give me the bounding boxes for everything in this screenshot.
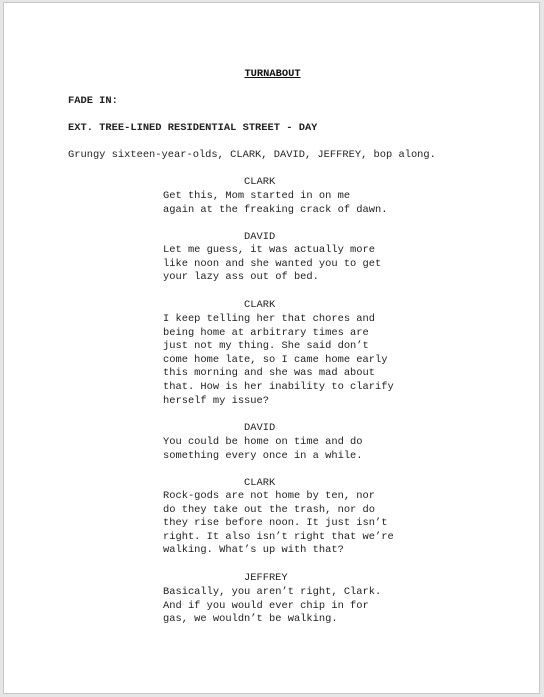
- dialogue-line: And if you would ever chip in for: [163, 599, 369, 612]
- dialogue-line: gas, we wouldn’t be walking.: [163, 613, 338, 626]
- character-name: DAVID: [244, 422, 276, 434]
- dialogue-line: being home at arbitrary times are: [163, 326, 369, 339]
- dialogue-line: right. It also isn’t right that we’re: [163, 530, 394, 543]
- dialogue-line: again at the freaking crack of dawn.: [163, 203, 388, 216]
- dialogue-line: just not my thing. She said don’t: [163, 340, 369, 353]
- character-name: CLARK: [244, 299, 276, 311]
- character-name: DAVID: [244, 231, 276, 243]
- dialogue-line: they rise before noon. It just isn’t: [163, 517, 388, 530]
- character-name: JEFFREY: [244, 572, 288, 584]
- dialogue-line: something every once in a while.: [163, 449, 363, 462]
- action-line: Grungy sixteen-year-olds, CLARK, DAVID, JEFFREY, bop along.: [68, 149, 436, 161]
- dialogue-line: walking. What’s up with that?: [163, 544, 344, 557]
- scene-heading: EXT. TREE-LINED RESIDENTIAL STREET - DAY: [68, 122, 318, 134]
- script-page: [3, 2, 540, 694]
- dialogue-line: do they take out the trash, nor do: [163, 503, 376, 516]
- dialogue-line: herself my issue?: [163, 394, 270, 407]
- dialogue-line: come home late, so I came home early: [163, 353, 388, 366]
- dialogue-line: this morning and she was mad about: [163, 367, 376, 380]
- dialogue-line: your lazy ass out of bed.: [163, 271, 319, 284]
- character-name: CLARK: [244, 477, 276, 489]
- transition: FADE IN:: [68, 95, 118, 107]
- dialogue-line: I keep telling her that chores and: [163, 313, 376, 325]
- dialogue-line: Rock-gods are not home by ten, nor: [163, 490, 376, 502]
- dialogue-line: Get this, Mom started in on me: [163, 190, 351, 202]
- dialogue-line: Let me guess, it was actually more: [163, 244, 376, 256]
- dialogue-line: You could be home on time and do: [163, 436, 363, 448]
- script-title: TURNABOUT: [244, 68, 301, 80]
- character-name: CLARK: [244, 176, 276, 188]
- dialogue-line: like noon and she wanted you to get: [163, 257, 382, 270]
- dialogue-line: Basically, you aren’t right, Clark.: [163, 586, 382, 598]
- dialogue-line: that. How is her inability to clarify: [163, 381, 394, 393]
